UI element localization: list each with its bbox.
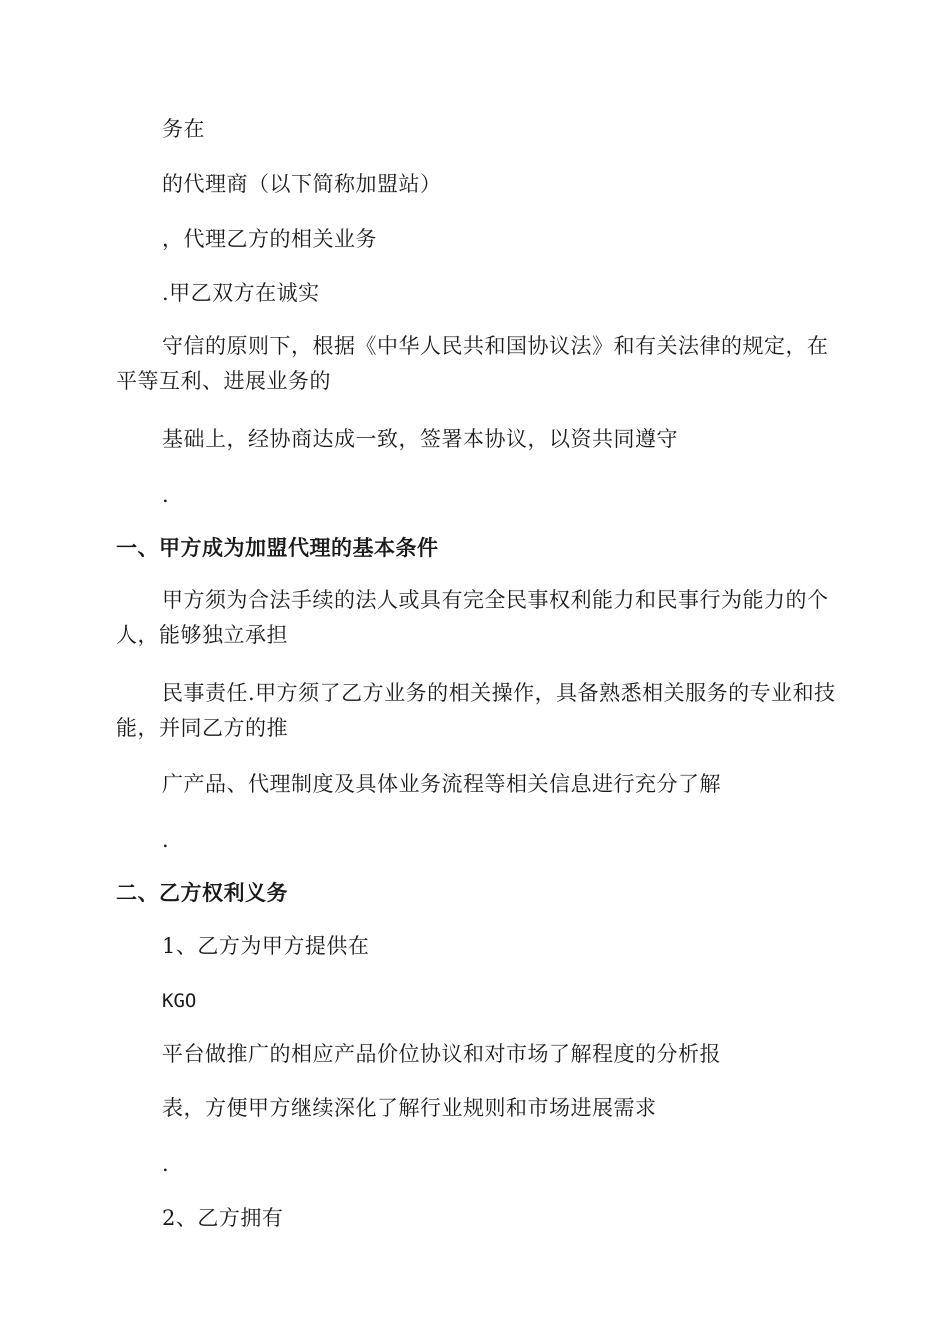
paragraph-7: . xyxy=(162,483,170,507)
paragraph-5: 守信的原则下，根据《中华人民共和国协议法》和有关法律的规定，在平等互利、进展业务的 xyxy=(116,334,829,393)
paragraph-4: .甲乙双方在诚实 xyxy=(162,281,320,305)
paragraph-15: 表，方便甲方继续深化了解行业规则和市场进展需求 xyxy=(162,1096,657,1120)
paragraph-9: 民事责任.甲方须了乙方业务的相关操作，具备熟悉相关服务的专业和技能，并同乙方的推 xyxy=(116,681,836,740)
paragraph-1: 务在 xyxy=(162,117,205,141)
paragraph-8: 甲方须为合法手续的法人或具有完全民事权利能力和民事行为能力的个人，能够独立承担 xyxy=(116,588,829,647)
paragraph-14: 平台做推广的相应产品价位协议和对市场了解程度的分析报 xyxy=(162,1042,721,1066)
paragraph-2: 的代理商（以下简称加盟站） xyxy=(162,172,442,196)
paragraph-16: . xyxy=(162,1152,170,1176)
paragraph-10: 广产品、代理制度及具体业务流程等相关信息进行充分了解 xyxy=(162,772,721,796)
section-heading-2: 二、乙方权利义务 xyxy=(116,880,288,905)
paragraph-6: 基础上，经协商达成一致，签署本协议，以资共同遵守 xyxy=(162,427,678,451)
paragraph-12: 1、乙方为甲方提供在 xyxy=(162,934,370,958)
section-heading-1: 一、甲方成为加盟代理的基本条件 xyxy=(116,535,439,560)
paragraph-3: ，代理乙方的相关业务 xyxy=(162,227,377,251)
paragraph-13: KGO xyxy=(162,990,197,1012)
paragraph-17: 2、乙方拥有 xyxy=(162,1206,284,1230)
paragraph-11: . xyxy=(162,828,170,852)
